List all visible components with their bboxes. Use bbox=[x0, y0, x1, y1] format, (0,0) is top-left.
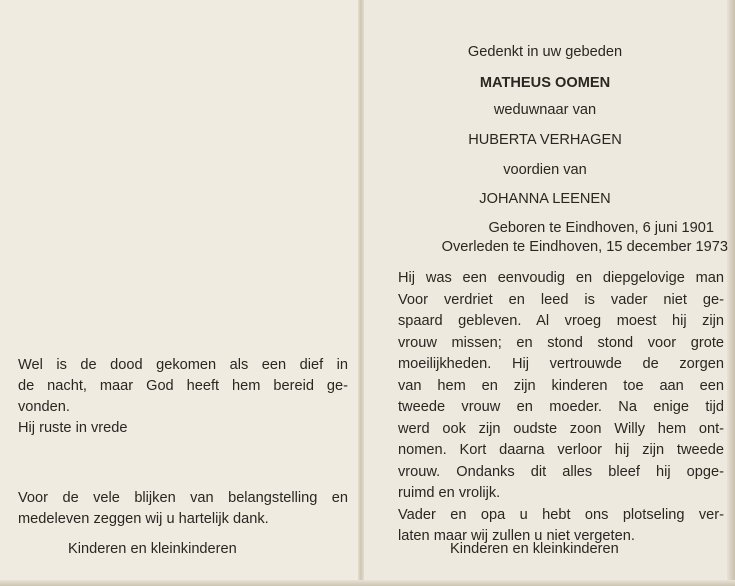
verse-line-1: Wel is de dood gekomen als een dief in bbox=[18, 357, 348, 373]
bio-line-1: Hij was een eenvoudig en diepgelovige man bbox=[398, 270, 724, 286]
card-edge-right bbox=[727, 0, 735, 586]
bio-line-7: tweede vrouw en moeder. Na enige tijd bbox=[398, 399, 724, 415]
card-edge-bottom bbox=[0, 580, 735, 586]
birth-line: Geboren te Eindhoven, 6 juni 1901 bbox=[488, 220, 714, 236]
bio-line-13: laten maar wij zullen u niet vergeten. bbox=[398, 528, 635, 544]
thanks-line-2: medeleven zeggen wij u hartelijk dank. bbox=[18, 511, 269, 527]
right-signature: Kinderen en kleinkinderen bbox=[450, 541, 619, 557]
bio-line-2: Voor verdriet en leed is vader niet ge- bbox=[398, 291, 724, 308]
deceased-name: MATHEUS OOMEN bbox=[479, 75, 611, 91]
death-line: Overleden te Eindhoven, 15 december 1973 bbox=[441, 239, 728, 255]
spouse-1-name: HUBERTA VERHAGEN bbox=[468, 132, 622, 148]
intro-text: Gedenkt in uw gebeden bbox=[467, 44, 623, 60]
biography-block bbox=[398, 268, 724, 548]
bio-line-9: nomen. Kort daarna verloor hij zijn tweede bbox=[398, 442, 724, 458]
verse-block bbox=[18, 355, 348, 439]
bio-line-12: Vader en opa u hebt ons plotseling ver- bbox=[398, 506, 724, 523]
thanks-block bbox=[18, 488, 348, 530]
bio-line-5: moeilijkheden. Hij vertrouwde de zorgen bbox=[398, 356, 724, 372]
bio-line-11: ruimd en vrolijk. bbox=[398, 485, 501, 501]
rest-in-peace: Hij ruste in vrede bbox=[18, 420, 128, 436]
thanks-line-1: Voor de vele blijken van belangstelling en bbox=[18, 490, 348, 506]
dates-block bbox=[400, 219, 728, 257]
bio-line-10: vrouw. Ondanks dit alles bleef hij opge- bbox=[398, 463, 724, 480]
verse-line-3: vonden. bbox=[18, 399, 70, 415]
bio-line-3: spaard gebleven. Al vroeg moest hij zijn bbox=[398, 313, 724, 329]
header-block bbox=[362, 44, 728, 207]
bio-line-6: van hem en zijn kinderen toe aan een bbox=[398, 377, 724, 394]
left-signature: Kinderen en kleinkinderen bbox=[68, 541, 237, 557]
relation-1: weduwnaar van bbox=[493, 102, 597, 118]
verse-line-2: de nacht, maar God heeft hem bereid ge- bbox=[18, 378, 348, 394]
spouse-2-name: JOHANNA LEENEN bbox=[479, 191, 611, 207]
bio-line-8: werd ook zijn oudste zoon Willy hem ont- bbox=[398, 420, 724, 437]
relation-2: voordien van bbox=[503, 162, 587, 178]
bio-line-4: vrouw missen; en stond stond voor grote bbox=[398, 334, 724, 351]
